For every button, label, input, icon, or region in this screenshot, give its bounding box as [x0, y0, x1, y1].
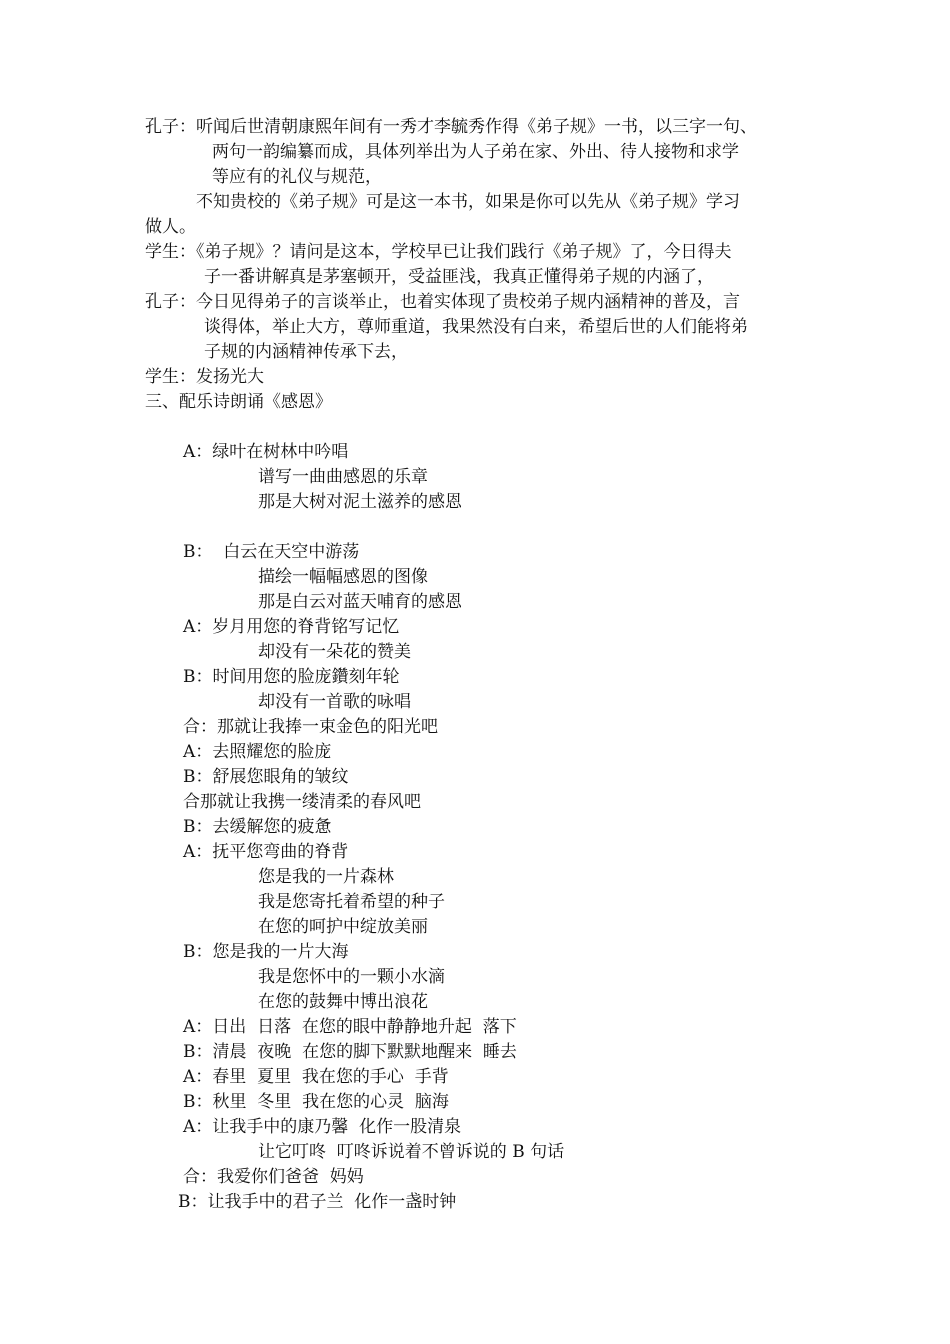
poem-line: B：清晨 夜晚 在您的脚下默默地醒来 睡去: [183, 1042, 517, 1062]
poem-line: A：春里 夏里 我在您的手心 手背: [183, 1067, 449, 1087]
dialogue-line: 学生：发扬光大: [145, 367, 264, 387]
poem-line: B：舒展您眼角的皱纹: [183, 767, 349, 787]
poem-line: B：您是我的一片大海: [183, 942, 349, 962]
poem-line: A：让我手中的康乃馨 化作一股清泉: [183, 1117, 462, 1137]
poem-line: 我是您怀中的一颗小水滴: [258, 967, 445, 987]
poem-line: 却没有一首歌的咏唱: [258, 692, 411, 712]
dialogue-line: 孔子：今日见得弟子的言谈举止，也着实体现了贵校弟子规内涵精神的普及，言: [145, 292, 740, 312]
dialogue-line: 谈得体，举止大方，尊师重道，我果然没有白来，希望后世的人们能将弟: [204, 317, 748, 337]
poem-line: B：时间用您的脸庞鑽刻年轮: [183, 667, 400, 687]
poem-line: 那是白云对蓝天哺育的感恩: [258, 592, 462, 612]
poem-line: 合：那就让我捧一束金色的阳光吧: [183, 717, 438, 737]
poem-line: B： 白云在天空中游荡: [183, 542, 360, 562]
poem-line: 合：我爱你们爸爸 妈妈: [183, 1167, 364, 1187]
poem-line: 描绘一幅幅感恩的图像: [258, 567, 428, 587]
poem-line: A：抚平您弯曲的脊背: [183, 842, 349, 862]
poem-line: 合那就让我携一缕清柔的春风吧: [183, 792, 421, 812]
dialogue-line: 做人。: [145, 217, 196, 237]
poem-line: A：去照耀您的脸庞: [183, 742, 332, 762]
dialogue-line: 学生：《弟子规》？请问是这本，学校早已让我们践行《弟子规》了，今日得夫: [145, 242, 732, 262]
poem-line: A：日出 日落 在您的眼中静静地升起 落下: [183, 1017, 517, 1037]
dialogue-line: 子规的内涵精神传承下去，: [204, 342, 408, 362]
poem-line: 在您的鼓舞中博出浪花: [258, 992, 428, 1012]
poem-line: 您是我的一片森林: [258, 867, 394, 887]
poem-line: A：绿叶在树林中吟唱: [183, 442, 349, 462]
dialogue-line: 孔子：听闻后世清朝康熙年间有一秀才李毓秀作得《弟子规》一书，以三字一句、: [145, 117, 757, 137]
poem-line: 却没有一朵花的赞美: [258, 642, 411, 662]
poem-line: B：秋里 冬里 我在您的心灵 脑海: [183, 1092, 449, 1112]
dialogue-line: 子一番讲解真是茅塞顿开，受益匪浅，我真正懂得弟子规的内涵了，: [204, 267, 714, 287]
poem-line: 让它叮咚 叮咚诉说着不曾诉说的 B 句话: [258, 1142, 565, 1162]
poem-line: 那是大树对泥土滋养的感恩: [258, 492, 462, 512]
poem-line: 谱写一曲曲感恩的乐章: [258, 467, 428, 487]
poem-line: B：让我手中的君子兰 化作一盏时钟: [178, 1192, 457, 1212]
poem-line: A：岁月用您的脊背铭写记忆: [183, 617, 400, 637]
poem-line: B：去缓解您的疲惫: [183, 817, 332, 837]
dialogue-line: 等应有的礼仪与规范，: [212, 167, 382, 187]
dialogue-line: 不知贵校的《弟子规》可是这一本书，如果是你可以先从《弟子规》学习: [196, 192, 740, 212]
poem-line: 我是您寄托着希望的种子: [258, 892, 445, 912]
dialogue-line: 两句一韵编纂而成，具体列举出为人子弟在家、外出、待人接物和求学: [212, 142, 739, 162]
section-heading: 三、配乐诗朗诵《感恩》: [145, 392, 332, 412]
poem-line: 在您的呵护中绽放美丽: [258, 917, 428, 937]
